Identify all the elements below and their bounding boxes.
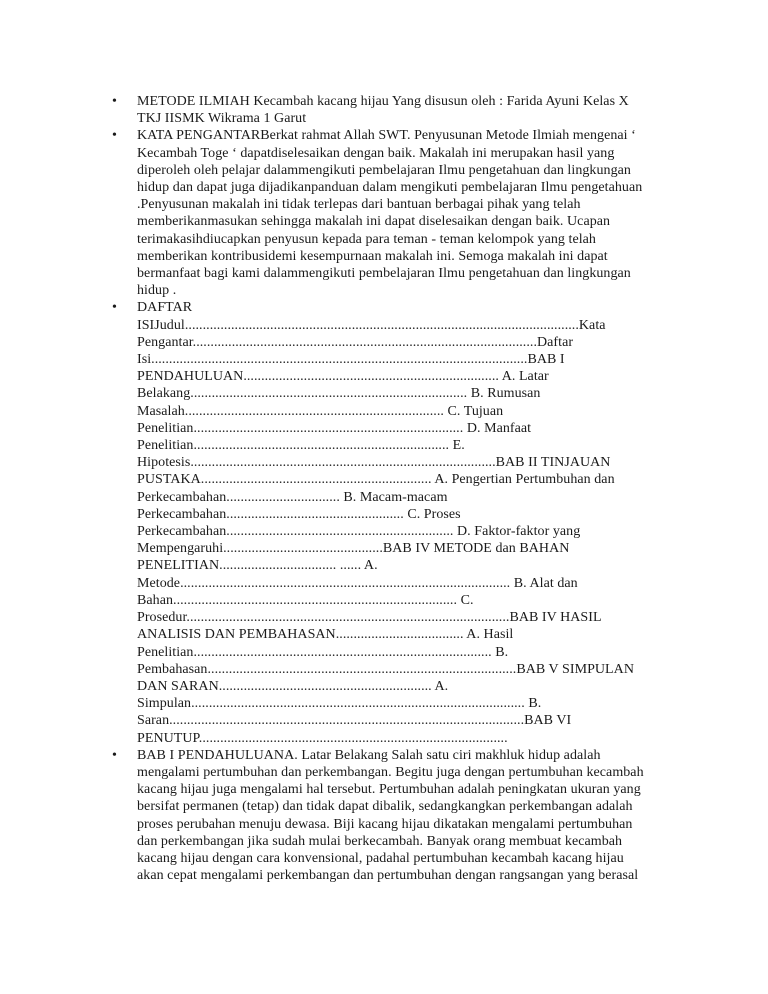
list-item xyxy=(112,127,682,299)
text-line: .Penyusunan makalah ini tidak terlepas dari bantuan berbagai pihak yang telah xyxy=(137,197,581,213)
text-line: proses perubahan menuju dewasa. Biji kacang hijau dikatakan mengalami pertumbuhan xyxy=(137,816,633,832)
text-line: memberikan kontribusidemi kesempurnaan makalah ini. Semoga makalah ini dapat xyxy=(137,248,608,264)
text-line: mengalami pertumbuhan dan perkembangan. Begitu juga dengan pertumbuhan kecambah xyxy=(137,764,644,780)
text-line: DAN SARAN............................................................ A. xyxy=(137,678,449,694)
list-item xyxy=(112,747,682,885)
text-line: Pengantar.................................................................................................Daftar xyxy=(137,334,574,350)
text-line: Mempengaruhi.............................................BAB IV METODE dan BAHAN xyxy=(137,541,570,557)
text-line: ANALISIS DAN PEMBAHASAN.................................... A. Hasil xyxy=(137,627,514,643)
text-line: ISIJudul...............................................................................................................Kata xyxy=(137,317,606,333)
bullet-icon: • xyxy=(112,747,117,763)
text-line: BAB I PENDAHULUANA. Latar Belakang Salah satu ciri makhluk hidup adalah xyxy=(137,747,601,763)
text-line: kacang hijau dengan cara konvensional, padahal pertumbuhan kecambah kacang hijau xyxy=(137,850,624,866)
bullet-icon: • xyxy=(112,300,117,316)
text-line: TKJ IISMK Wikrama 1 Garut xyxy=(137,111,307,127)
document-body xyxy=(112,93,682,884)
bullet-icon: • xyxy=(112,94,117,109)
text-line: Penelitian.................................................................................... B. xyxy=(137,644,509,660)
text-line: PUSTAKA................................................................. A. Pengertian Pertumbuhan dan xyxy=(137,472,615,488)
text-line: PENELITIAN................................. ...... A. xyxy=(137,558,378,574)
text-line: Masalah......................................................................... C. Tujuan xyxy=(137,403,504,419)
text-line: dan perkembangan jika sudah mulai berkecambah. Banyak orang membuat kecambah xyxy=(137,833,623,849)
text-line: hidup . xyxy=(137,283,177,299)
text-line: Perkecambahan................................ B. Macam-macam xyxy=(137,489,448,505)
text-line: akan cepat mengalami perkembangan dan pertumbuhan dengan rangsangan yang berasal xyxy=(137,868,639,884)
list-item xyxy=(112,93,682,127)
text-line: memberikanmasukan sehingga makalah ini dapat diselesaikan dengan baik. Ucapan xyxy=(137,214,611,230)
text-line: Kecambah Toge ‘ dapatdiselesaikan dengan baik. Makalah ini merupakan hasil yang xyxy=(137,145,615,161)
text-line: Perkecambahan................................................................ D. Faktor-faktor yang xyxy=(137,524,581,540)
text-line: KATA PENGANTARBerkat rahmat Allah SWT. Penyusunan Metode Ilmiah mengenai ‘ xyxy=(137,128,636,144)
list-item xyxy=(112,299,682,746)
text-line: Bahan................................................................................ C. xyxy=(137,592,474,608)
text-line: Belakang.............................................................................. B. Rumusan xyxy=(137,386,541,402)
text-line: Penelitian............................................................................ D. Manfaat xyxy=(137,420,532,436)
text-line: Metode............................................................................................. B. Alat dan xyxy=(137,575,578,591)
text-line: PENUTUP....................................................................................... xyxy=(137,730,508,746)
text-line: Simpulan.............................................................................................. B. xyxy=(137,696,542,712)
text-line: Saran....................................................................................................BAB VI xyxy=(137,713,572,729)
text-line: hidup dan dapat juga dijadikanpanduan dalam mengikuti pembelajaran Ilmu pengetahuan xyxy=(137,180,643,196)
text-line: bersifat permanen (tetap) dan tidak dapat dibalik, sedangkangkan perkembangan adalah xyxy=(137,799,633,815)
text-line: Penelitian........................................................................ E. xyxy=(137,438,465,454)
text-line: Isi..........................................................................................................BAB I xyxy=(137,352,565,368)
text-line: Hipotesis......................................................................................BAB II TINJAUAN xyxy=(137,455,611,471)
text-line: DAFTAR xyxy=(137,300,193,316)
text-line: Prosedur...........................................................................................BAB IV HASIL xyxy=(137,610,602,626)
text-line: Perkecambahan.................................................. C. Proses xyxy=(137,506,461,522)
text-line: terimakasihdiucapkan penyusun kepada para teman - teman kelompok yang telah xyxy=(137,231,596,247)
text-line: bermanfaat bagi kami dalammengikuti pembelajaran Ilmu pengetahuan dan lingkungan xyxy=(137,266,631,282)
text-line: Pembahasan.......................................................................................BAB V SIMPULAN xyxy=(137,661,634,677)
bullet-icon: • xyxy=(112,128,117,144)
text-line: kacang hijau juga mengalami hal tersebut. Pertumbuhan adalah peningkatan ukuran yang xyxy=(137,782,641,798)
text-line: PENDAHULUAN........................................................................ A. Latar xyxy=(137,369,549,385)
text-line: diperoleh oleh pelajar dalammengikuti pembelajaran Ilmu pengetahuan dan lingkungan xyxy=(137,162,631,178)
text-line: METODE ILMIAH Kecambah kacang hijau Yang disusun oleh : Farida Ayuni Kelas X xyxy=(137,94,629,109)
